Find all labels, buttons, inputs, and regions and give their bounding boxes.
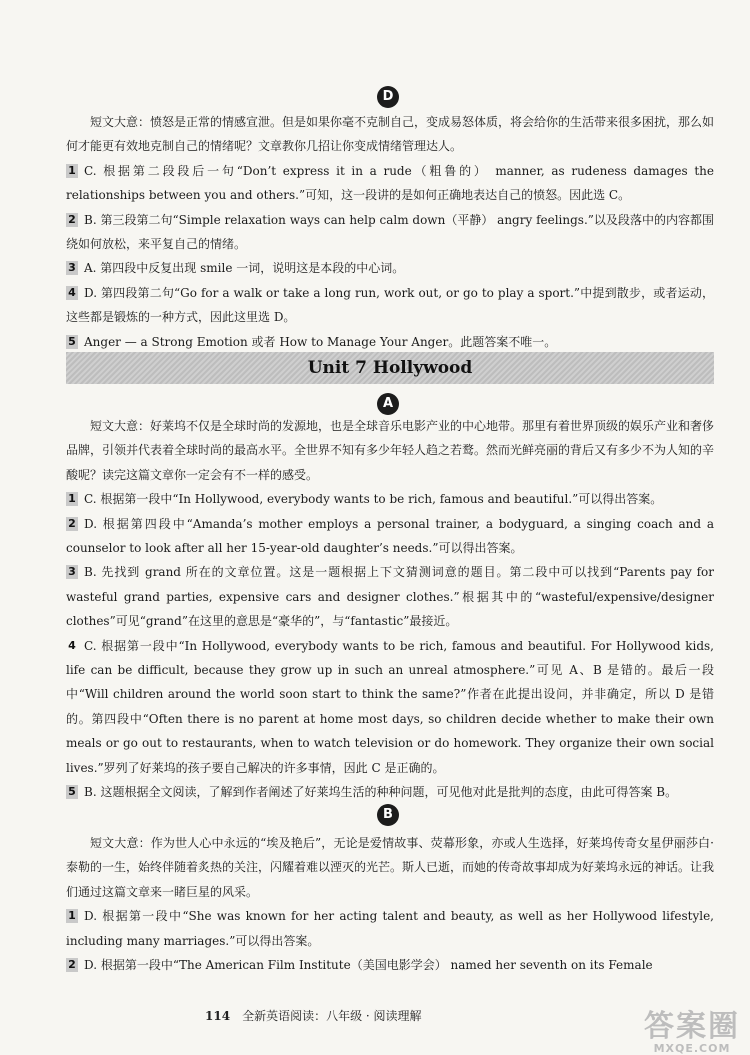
page-number: 114 [205,1009,231,1023]
section-d-answer-4: 4 D. 第四段第二句“Go for a walk or take a long run, work out, or go to play a sport.”中提到散步，或者运动，这些都是锻炼的一种方式，因此这里选 D。 [66,285,714,325]
section-b-body [66,831,714,977]
section-d-summary: 短文大意：愤怒是正常的情感宣泄。但是如果你毫不克制自己，变成易怒体质，将会给你的生活带来很多困扰，那么如何才能更有效地克制自己的情绪呢？文章教你几招让你变成情绪管理达人。 [66,115,715,154]
section-a-answer-3: 3 B. 先找到 grand 所在的文章位置。这是一题根据上下文猜测词意的题目。第二段中可以找到“Parents pay for wasteful grand parties, expensive cars and designer clothes.”根据其中的“wasteful/expensive/designer clothes”可见“grand”在这里的意思是“豪华的”，与“fantastic”最接近。 [66,565,714,629]
section-d-answer-2: 2 B. 第三段第二句“Simple relaxation ways can help calm down（平静） angry feelings.”以及段落中的内容都围绕如何放松，来平复自己的情绪。 [66,212,714,252]
section-b-answer-1: 1 D. 根据第一段中“She was known for her acting talent and beauty, as well as her Hollywood lifestyle, including many marriages.”可以得出答案。 [66,909,714,948]
section-d-answer-1: 1 C. 根据第二段段后一句“Don’t express it in a rude（粗鲁的） manner, as rudeness damages the relationships between you and others.”可知，这一段讲的是如何正确地表达自己的愤怒。因此选 C。 [66,163,714,203]
question-number: 5 [66,785,78,799]
section-badge-a: A [377,393,399,415]
question-number: 3 [66,565,78,579]
question-number: 4 [66,286,78,300]
watermark-url: MXQE.COM [653,1042,731,1055]
page-footer [205,1007,422,1024]
unit-title: Unit 7 Hollywood [307,358,473,378]
section-a-answer-2: 2 D. 根据第四段中“Amanda’s mother employs a personal trainer, a bodyguard, a singing coach and a counselor to look after all her 15-year-old daughter’s needs.”可以得出答案。 [66,516,714,556]
section-d-answer-5: 5 Anger — a Strong Emotion 或者 How to Manage Your Anger。此题答案不唯一。 [66,330,714,354]
watermark [644,1009,740,1055]
question-number: 2 [66,958,78,972]
watermark-logo: 答案圈 [644,1009,740,1044]
question-number: 2 [66,517,78,531]
question-number: 3 [66,261,78,275]
section-b-answer-2: 2 D. 根据第一段中“The American Film Institute（美国电影学会） named her seventh on its Female [66,953,714,977]
question-number: 2 [66,213,78,227]
question-number: 1 [66,492,78,506]
section-badge-d: D [377,86,399,108]
section-d-body [66,110,714,354]
section-a-answer-4: 4 C. 根据第一段中“In Hollywood, everybody wants to be rich, famous and beautiful. For Hollywood kids, life can be difficult, because they grow up in such an unreal atmosphere.”可见 A、B 是错的。最后一段中“Will children around the world soon start to think the same?”作者在此提出设问，并非确定，所以 D 是错的。第四段中“Often there is no parent at home most days, so children decide whether to make their own meals or go out to restaurants, when to watch television or do homework. They organize their own social lives.”罗列了好莱坞的孩子要自己解决的许多事情，因此 C 是正确的。 [66,638,714,775]
section-b-summary: 短文大意：作为世人心中永远的“埃及艳后”，无论是爱情故事、荧幕形象，亦或人生选择，好莱坞传奇女星伊丽莎白·泰勒的一生，始终伴随着炙热的关注，闪耀着难以湮灭的光芒。斯人已逝，而她的传奇故事却成为好莱坞永远的神话。让我们通过这篇文章来一睹巨星的风采。 [66,836,715,899]
book-title: 全新英语阅读：八年级 · 阅读理解 [242,1009,422,1023]
section-d-answer-3: 3 A. 第四段中反复出现 smile 一词，说明这是本段的中心词。 [66,256,714,280]
question-number: 1 [66,164,78,178]
section-badge-b: B [377,804,399,826]
section-a-body [66,414,714,805]
section-a-answer-5: 5 B. 这题根据全文阅读，了解到作者阐述了好莱坞生活的种种问题，可见他对此是批判的态度，由此可得答案 B。 [66,780,714,804]
question-number: 5 [66,335,78,349]
section-a-summary: 短文大意：好莱坞不仅是全球时尚的发源地，也是全球音乐电影产业的中心地带。那里有着世界顶级的娱乐产业和奢侈品牌，引领并代表着全球时尚的最高水平。全世界不知有多少年轻人趋之若鹜。然而光鲜亮丽的背后又有多少不为人知的辛酸呢？读完这篇文章你一定会有不一样的感受。 [66,419,715,482]
unit-banner [66,352,714,384]
section-a-answer-1: 1 C. 根据第一段中“In Hollywood, everybody wants to be rich, famous and beautiful.”可以得出答案。 [66,487,714,511]
question-number: 4 [68,638,76,652]
question-number: 1 [66,909,78,923]
